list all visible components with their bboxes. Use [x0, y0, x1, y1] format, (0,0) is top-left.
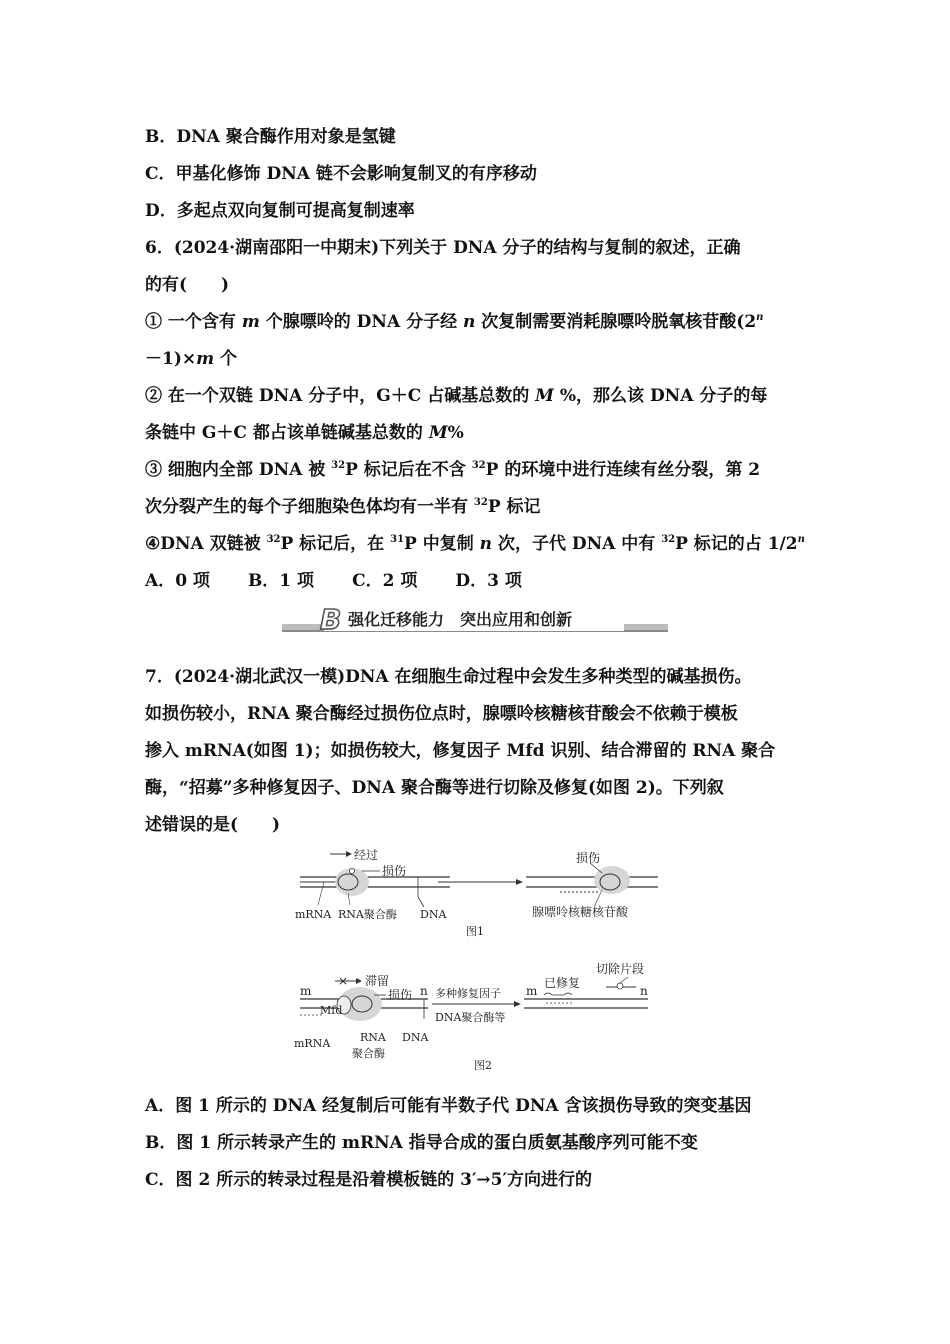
q6-statement-3-cont: 次分裂产生的每个子细胞染色体均有一半有 $^{32}$P 标记	[145, 497, 541, 517]
label-dna: DNA	[402, 1031, 429, 1044]
label-polymerase: 聚合酶	[352, 1047, 385, 1060]
label-n-right: n	[640, 984, 648, 998]
banner-letter-b: B	[320, 603, 342, 636]
label-repair-factors: 多种修复因子	[435, 987, 501, 1000]
figure-2-caption: 图2	[474, 1059, 492, 1072]
label-damage: 损伤	[382, 864, 407, 878]
q6-statement-2-cont: 条链中 G＋C 都占该单链碱基总数的 M%	[145, 423, 464, 443]
q7-option-c: C．图 2 所示的转录过程是沿着模板链的 3′→5′方向进行的	[145, 1170, 592, 1190]
label-mrna: mRNA	[294, 1037, 331, 1050]
q7-stem-line5: 述错误的是( )	[145, 815, 281, 835]
svg-text:×: ×	[338, 974, 349, 988]
q6-statement-3: ③ 细胞内全部 DNA 被 $^{32}$P 标记后在不含 $^{32}$P 的环境中进行连续有丝分裂，第 2	[145, 460, 761, 480]
label-m-right: m	[526, 984, 538, 998]
label-dna-polymerase: DNA聚合酶等	[435, 1011, 506, 1024]
label-n-left: n	[420, 984, 428, 998]
q6-stem-line1: 6．(2024·湖南邵阳一中期末)下列关于 DNA 分子的结构与复制的叙述，正确	[145, 238, 741, 258]
label-dna: DNA	[420, 908, 447, 921]
label-adenine-ribonucleotide: 腺嘌呤核糖核苷酸	[532, 905, 629, 919]
q7-stem-line2: 如损伤较小，RNA 聚合酶经过损伤位点时，腺嘌呤核糖核苷酸会不依赖于模板	[145, 704, 738, 724]
label-mfd: Mfd	[320, 1004, 343, 1017]
q5-option-b: B．DNA 聚合酶作用对象是氢键	[145, 127, 396, 147]
q7-stem-line1: 7．(2024·湖北武汉一模)DNA 在细胞生命过程中会发生多种类型的碱基损伤。	[145, 667, 752, 687]
q5-option-c: C．甲基化修饰 DNA 链不会影响复制叉的有序移动	[145, 164, 537, 184]
q7-option-b: B．图 1 所示转录产生的 mRNA 指导合成的蛋白质氨基酸序列可能不变	[145, 1133, 698, 1153]
label-pass: 经过	[354, 848, 379, 862]
q7-option-a: A．图 1 所示的 DNA 经复制后可能有半数子代 DNA 含该损伤导致的突变基因	[145, 1096, 752, 1116]
q6-option-c: C．2 项	[352, 571, 418, 591]
figure-2	[290, 955, 670, 1075]
q6-option-d: D．3 项	[455, 571, 522, 591]
label-rna-polymerase: RNA聚合酶	[338, 908, 397, 921]
q6-options	[145, 570, 522, 592]
figure-1	[290, 845, 670, 940]
label-stall: 滞留	[365, 974, 390, 988]
q6-statement-1-cont: －1)×m 个	[145, 349, 238, 369]
label-repaired: 已修复	[544, 976, 581, 990]
label-excised-fragment: 切除片段	[596, 962, 645, 976]
q6-statement-4: ④DNA 双链被 $^{32}$P 标记后，在 $^{31}$P 中复制 n 次，子代 DNA 中有 $^{32}$P 标记的占 1/2$^n$	[145, 534, 805, 554]
banner-title: 强化迁移能力 突出应用和创新	[348, 610, 573, 629]
q7-stem-line3: 掺入 mRNA(如图 1)；如损伤较大，修复因子 Mfd 识别、结合滞留的 RNA 聚合	[145, 741, 776, 761]
q6-option-b: B．1 项	[247, 571, 315, 591]
label-m-left: m	[300, 984, 312, 998]
label-rna: RNA	[360, 1031, 386, 1044]
q7-stem-line4: 酶，“招募”多种修复因子、DNA 聚合酶等进行切除及修复(如图 2)。下列叙	[145, 778, 724, 798]
figure-1-caption: 图1	[466, 925, 484, 938]
q6-statement-1: ① 一个含有 m 个腺嘌呤的 DNA 分子经 n 次复制需要消耗腺嘌呤脱氧核苷酸(2$^n$	[145, 312, 764, 332]
q6-stem-line2: 的有( )	[145, 275, 230, 295]
label-damage-2: 损伤	[576, 851, 601, 865]
q5-option-d: D．多起点双向复制可提高复制速率	[145, 201, 415, 221]
q6-statement-2: ② 在一个双链 DNA 分子中，G＋C 占碱基总数的 M %，那么该 DNA 分子的每	[145, 386, 768, 406]
label-mrna: mRNA	[295, 908, 332, 921]
label-damage: 损伤	[388, 988, 413, 1002]
q6-option-a: A．0 项	[145, 571, 210, 591]
section-banner	[282, 602, 668, 636]
